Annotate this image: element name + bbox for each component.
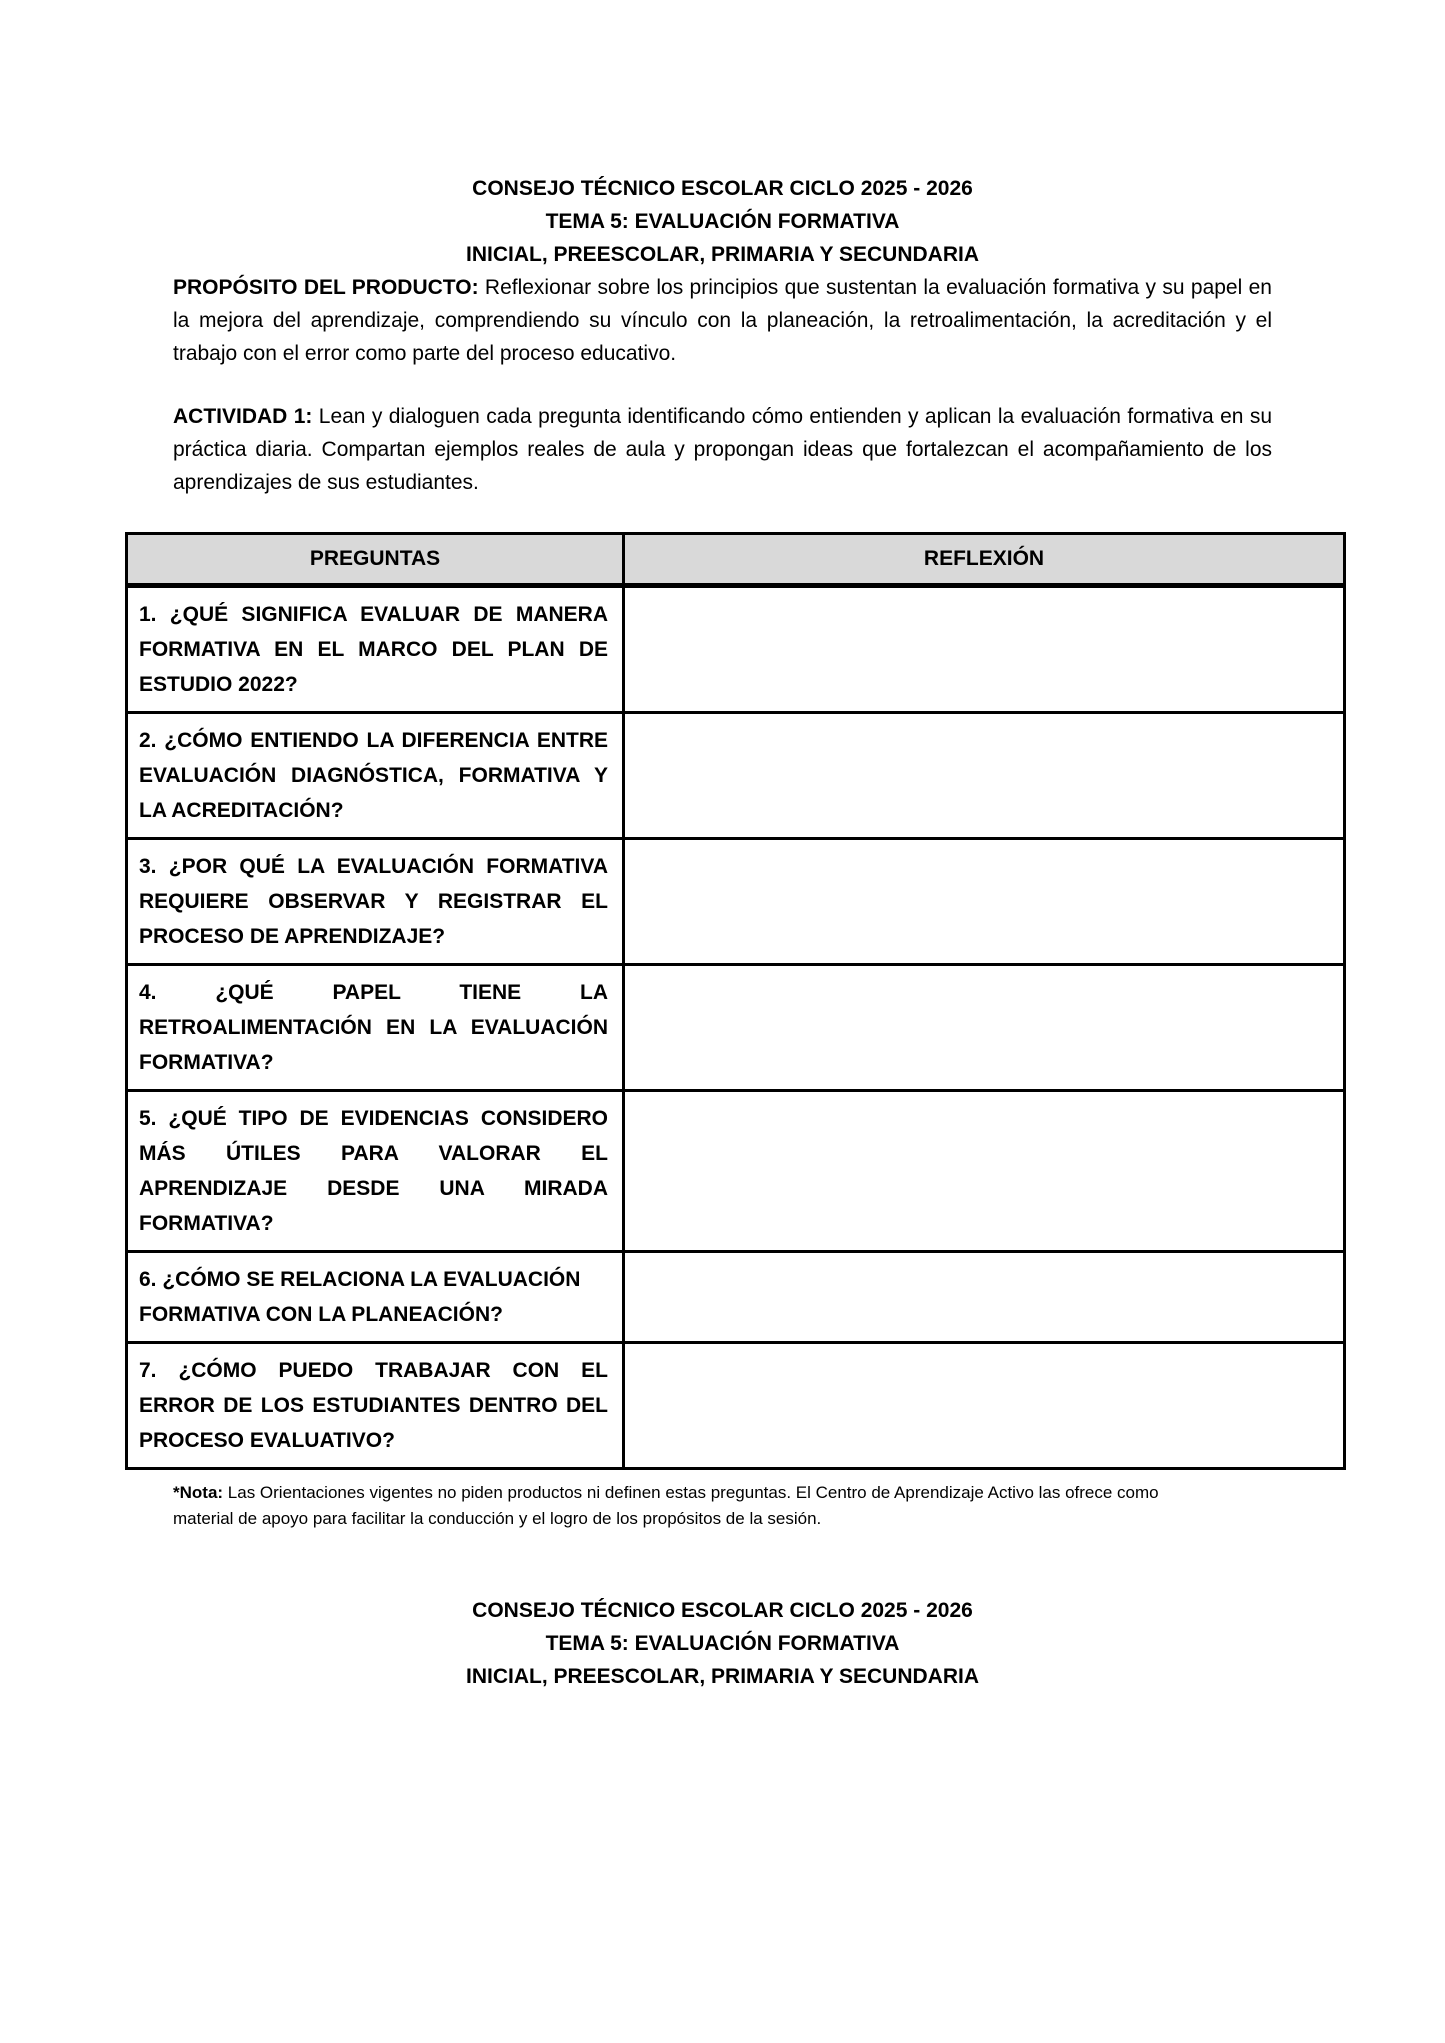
document-header <box>173 172 1272 271</box>
column-header-reflexion: REFLEXIÓN <box>624 534 1345 586</box>
column-header-preguntas: PREGUNTAS <box>127 534 624 586</box>
table-row <box>127 1091 1345 1252</box>
reflection-cell[interactable] <box>624 713 1345 839</box>
proposito-paragraph <box>173 271 1272 370</box>
question-cell: 3. ¿POR QUÉ LA EVALUACIÓN FORMATIVA REQUIERE OBSERVAR Y REGISTRAR EL PROCESO DE APRENDIZAJE? <box>127 839 624 965</box>
reflection-cell[interactable] <box>624 965 1345 1091</box>
document-footer-header <box>173 1594 1272 1693</box>
question-cell: 2. ¿CÓMO ENTIENDO LA DIFERENCIA ENTRE EVALUACIÓN DIAGNÓSTICA, FORMATIVA Y LA ACREDITACIÓN? <box>127 713 624 839</box>
question-cell: 4. ¿QUÉ PAPEL TIENE LA RETROALIMENTACIÓN EN LA EVALUACIÓN FORMATIVA? <box>127 965 624 1091</box>
table-row <box>127 965 1345 1091</box>
actividad-text: Lean y dialoguen cada pregunta identificando cómo entienden y aplican la evaluación formativa en su práctica diaria. Compartan ejemplos reales de aula y propongan ideas que fortalezcan el acompañamiento de los aprendizajes de sus estudiantes. <box>173 405 1273 494</box>
table-header-row <box>127 534 1345 586</box>
table-row <box>127 586 1345 713</box>
proposito-label: PROPÓSITO DEL PRODUCTO: <box>173 276 479 299</box>
question-cell: 6. ¿CÓMO SE RELACIONA LA EVALUACIÓN FORMATIVA CON LA PLANEACIÓN? <box>127 1252 624 1343</box>
footnote-label: *Nota: <box>173 1483 224 1502</box>
table-row <box>127 1343 1345 1469</box>
questions-table <box>125 532 1346 1470</box>
table-row <box>127 1252 1345 1343</box>
reflection-cell[interactable] <box>624 1343 1345 1469</box>
footer-line-3: INICIAL, PREESCOLAR, PRIMARIA Y SECUNDARIA <box>466 1665 979 1688</box>
footer-line-2: TEMA 5: EVALUACIÓN FORMATIVA <box>545 1632 900 1655</box>
header-line-1: CONSEJO TÉCNICO ESCOLAR CICLO 2025 - 2026 <box>472 177 973 200</box>
footer-line-1: CONSEJO TÉCNICO ESCOLAR CICLO 2025 - 2026 <box>472 1599 973 1622</box>
reflection-cell[interactable] <box>624 586 1345 713</box>
question-cell: 5. ¿QUÉ TIPO DE EVIDENCIAS CONSIDERO MÁS ÚTILES PARA VALORAR EL APRENDIZAJE DESDE UNA MIRADA FORMATIVA? <box>127 1091 624 1252</box>
footnote-text: Las Orientaciones vigentes no piden productos ni definen estas preguntas. El Centro de Aprendizaje Activo las ofrece como material de apoyo para facilitar la conducción y el logro de los propósitos de la sesión. <box>173 1483 1159 1528</box>
table-row <box>127 713 1345 839</box>
table-row <box>127 839 1345 965</box>
reflection-cell[interactable] <box>624 1252 1345 1343</box>
question-cell: 7. ¿CÓMO PUEDO TRABAJAR CON EL ERROR DE LOS ESTUDIANTES DENTRO DEL PROCESO EVALUATIVO? <box>127 1343 624 1469</box>
actividad-paragraph <box>173 400 1272 499</box>
footnote <box>173 1480 1213 1532</box>
questions-table-body <box>127 586 1345 1469</box>
header-line-3: INICIAL, PREESCOLAR, PRIMARIA Y SECUNDARIA <box>466 243 979 266</box>
reflection-cell[interactable] <box>624 839 1345 965</box>
question-cell: 1. ¿QUÉ SIGNIFICA EVALUAR DE MANERA FORMATIVA EN EL MARCO DEL PLAN DE ESTUDIO 2022? <box>127 586 624 713</box>
actividad-label: ACTIVIDAD 1: <box>173 405 313 428</box>
header-line-2: TEMA 5: EVALUACIÓN FORMATIVA <box>545 210 900 233</box>
proposito-text: Reflexionar sobre los principios que sustentan la evaluación formativa y su papel en la mejora del aprendizaje, comprendiendo su vínculo con la planeación, la retroalimentación, la acreditación y el trabajo con el error como parte del proceso educativo. <box>173 276 1272 365</box>
reflection-cell[interactable] <box>624 1091 1345 1252</box>
